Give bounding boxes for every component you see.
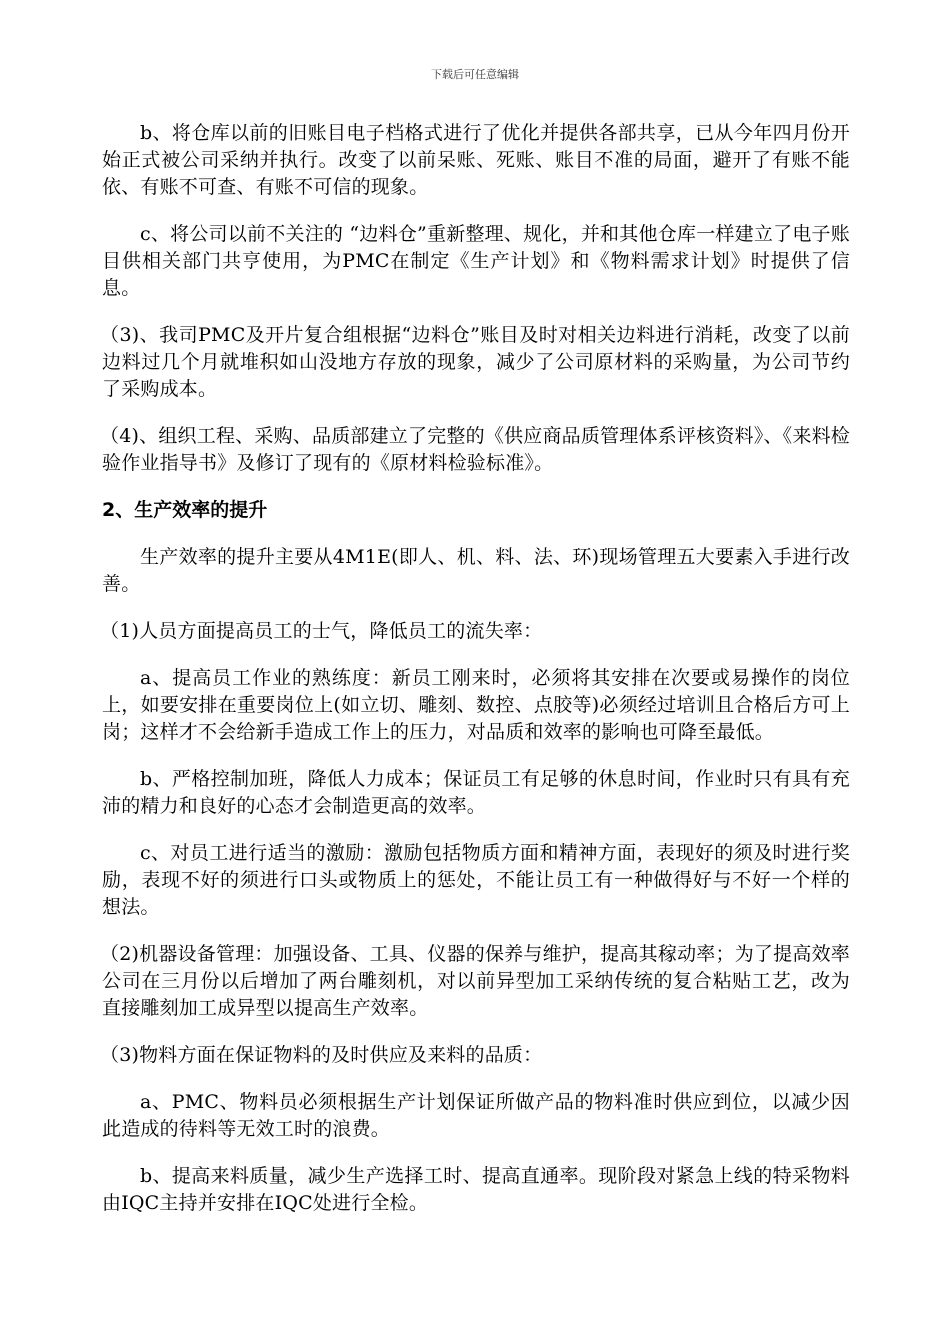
paragraph-a-material-supply: a、PMC、物料员必须根据生产计划保证所做产品的物料准时供应到位，以减少因此造成的待料等无效工时的浪费。 [102,1091,850,1140]
paragraph-c-edge-material-warehouse: c、将公司以前不关注的 “边料仓”重新整理、规化，并和其他仓库一样建立了电子账目供相关部门共亨使用，为PMC在制定《生产计划》和《物料需求计划》时提供了信息。 [102,223,850,299]
paragraph-c-incentives: c、对员工进行适当的激励：激励包括物质方面和精神方面，表现好的须及时进行奖励，表现不好的须进行口头或物质上的惩处，不能让员工有一种做得好与不好一个样的想法。 [102,842,850,918]
paragraph-b-overtime-control: b、严格控制加班，降低人力成本；保证员工有足够的休息时间，作业时只有具有充沛的精力和良好的心态才会制造更高的效率。 [102,768,850,817]
paragraph-a-proficiency: a、提高员工作业的熟练度：新员工刚来时，必须将其安排在次要或易操作的岗位上，如要安排在重要岗位上(如立切、雕刻、数控、点胶等)必须经过培训且合格后方可上岗；这样才不会给新手造成工作上的压力，对品质和效率的影响也可降至最低。 [102,667,850,743]
paragraph-item-2-equipment: （2)机器设备管理：加强设备、工具、仪器的保养与维护，提高其稼动率；为了提高效率公司在三月份以后增加了两台雕刻机，对以前异型加工采纳传统的复合粘贴工艺，改为直接雕刻加工成异型以提高生产效率。 [100,943,850,1019]
paragraph-item-1-personnel: （1)人员方面提高员工的士气，降低员工的流失率： [100,620,543,642]
section-heading-efficiency: 2、生产效率的提升 [102,499,268,521]
page-header-note: 下载后可任意编辑 [431,68,519,81]
paragraph-4m1e-intro: 生产效率的提升主要从4M1E(即人、机、料、法、环)现场管理五大要素入手进行改善。 [102,546,850,595]
paragraph-item-4-quality-documents: （4)、组织工程、采购、品质部建立了完整的《供应商品质管理体系评核资料》、《来料检验作业指导书》及修订了现有的《原材料检验标准》。 [100,425,850,474]
paragraph-b-incoming-quality: b、提高来料质量，减少生产选择工时、提高直通率。现阶段对紧急上线的特采物料由IQC主持并安排在IQC处进行全检。 [102,1165,850,1214]
paragraph-b-warehouse-accounts: b、将仓库以前的旧账目电子档格式进行了优化并提供各部共享，已从今年四月份开始正式被公司采纳并执行。改变了以前呆账、死账、账目不准的局面，避开了有账不能依、有账不可查、有账不可信的现象。 [102,122,850,198]
paragraph-item-3-materials: （3)物料方面在保证物料的及时供应及来料的品质： [100,1044,543,1066]
paragraph-item-3-edge-consumption: （3)、我司PMC及开片复合组根据“边料仓”账目及时对相关边料进行消耗，改变了以前边料过几个月就堆积如山没地方存放的现象，减少了公司原材料的采购量，为公司节约了采购成本。 [100,324,850,400]
document-body [102,120,850,1237]
